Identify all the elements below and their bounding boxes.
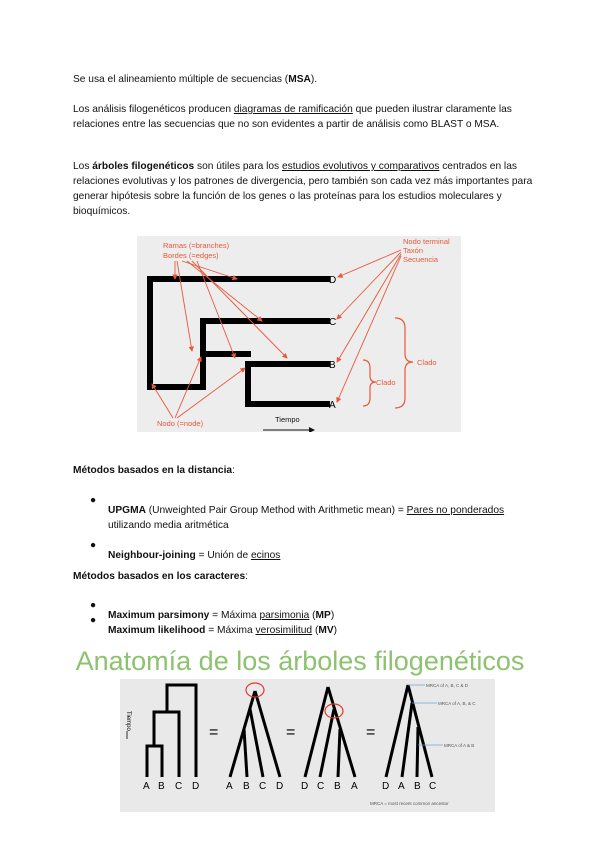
label-edges: Bordes (=edges) xyxy=(163,251,219,260)
bullet-likelihood: Maximum likelihood = Máxima verosimilitud (MV) xyxy=(108,625,338,637)
taxon-b: B xyxy=(329,360,336,371)
rect-tree xyxy=(147,685,196,777)
label-branches: Ramas (=branches) xyxy=(163,241,230,250)
bullet-dot: ● xyxy=(90,495,97,506)
label-time: Tiempo xyxy=(275,415,300,424)
tree1-taxon: D xyxy=(192,781,200,792)
tree3-taxon: C xyxy=(317,781,325,792)
link-ecinos: ecinos xyxy=(250,550,281,562)
label-terminal-node: Nodo terminal xyxy=(403,237,450,246)
tree2-taxon: A xyxy=(226,781,233,792)
bullet-parsimony: Maximum parsimony = Máxima parsimonia (MP) xyxy=(108,610,335,622)
bullet-dot: ● xyxy=(90,615,97,626)
mrca-label: MRCA of A, B, C & D xyxy=(426,683,469,688)
slanted-tree-3 xyxy=(305,687,355,777)
mrca-lines xyxy=(408,685,443,745)
tree3-taxon: A xyxy=(351,781,358,792)
tree3-taxon: D xyxy=(301,781,309,792)
tree2-taxon: C xyxy=(259,781,267,792)
taxon-a: A xyxy=(329,400,336,411)
figure-title: Anatomía de los árboles filogenéticos xyxy=(75,646,525,676)
tree4-taxon: D xyxy=(382,781,390,792)
link-estudios: estudios evolutivos y comparativos xyxy=(281,161,440,172)
tree4-taxon: C xyxy=(429,781,437,792)
tree1-taxon: A xyxy=(143,781,150,792)
equals-sign: = xyxy=(366,724,376,741)
label-taxon: Taxón xyxy=(403,246,424,255)
equals-sign: = xyxy=(286,724,296,741)
heading-character-methods: Métodos basados en los caracteres: xyxy=(73,571,248,582)
heading-distance-methods: Métodos basados en la distancia: xyxy=(73,465,235,476)
label-clado-outer: Clado xyxy=(417,358,437,367)
slanted-tree-4 xyxy=(386,685,432,777)
bullet-neighbour-joining: Neighbour-joining = Unión de ecinos xyxy=(108,550,281,562)
mrca-label: MRCA of A & B xyxy=(444,743,475,748)
tree3-taxon: B xyxy=(334,781,341,792)
clade-brace-inner xyxy=(363,360,376,406)
mrca-footnote: MRCA = most recent common ancestor xyxy=(370,801,449,806)
bullet-dot: ● xyxy=(90,540,97,551)
paragraph-phylogenetic-trees: Los árboles filogenéticos son útiles para los estudios evolutivos y comparativos centrados en las relaciones evolutivas y los patrones de divergencia, pero también son cada vez más importantes para generar hipótesis sobre la función de los genes o las proteínas para los estudios moleculares y bioquímicos. xyxy=(73,161,533,217)
tree1-taxon: B xyxy=(158,781,165,792)
link-pares: Pares no ponderados xyxy=(406,505,505,517)
link-verosimilitud: verosimilitud xyxy=(255,625,313,637)
label-clado-inner: Clado xyxy=(376,378,396,387)
clade-brace-outer xyxy=(395,318,413,408)
link-diagramas: diagramas de ramificación xyxy=(233,104,353,115)
tree4-taxon: A xyxy=(398,781,405,792)
tree-anatomy-figure xyxy=(137,236,461,432)
tree1-taxon: C xyxy=(175,781,183,792)
mrca-label: MRCA of A, B, & C xyxy=(438,701,476,706)
label-sequence: Secuencia xyxy=(403,255,439,264)
slanted-tree-2 xyxy=(230,691,280,777)
bullet-upgma: UPGMA (Unweighted Pair Group Method with Arithmetic mean) = Pares no ponderados utilizando media aritmética xyxy=(108,505,505,532)
equals-sign: = xyxy=(209,724,219,741)
label-node: Nodo (=node) xyxy=(157,419,204,428)
time-label: Tiempo xyxy=(125,711,131,731)
paragraph-phylogenetic-analysis: Los análisis filogenéticos producen diagramas de ramificación que pueden ilustrar claramente las relaciones entre las secuencias que no son evidentes a partir de análisis como BLAST o MSA. xyxy=(73,104,512,130)
paragraph-msa: Se usa el alineamiento múltiple de secuencias (MSA). xyxy=(73,74,318,85)
tree2-taxon: D xyxy=(276,781,284,792)
taxon-d: D xyxy=(329,275,337,286)
tree4-taxon: B xyxy=(414,781,421,792)
branch-arrows xyxy=(175,261,287,358)
tree2-taxon: B xyxy=(243,781,250,792)
taxon-c: C xyxy=(329,317,337,328)
cladogram xyxy=(150,279,327,404)
link-parsimonia: parsimonia xyxy=(259,610,310,622)
bullet-dot: ● xyxy=(90,600,97,611)
equivalent-trees-figure xyxy=(120,679,495,812)
